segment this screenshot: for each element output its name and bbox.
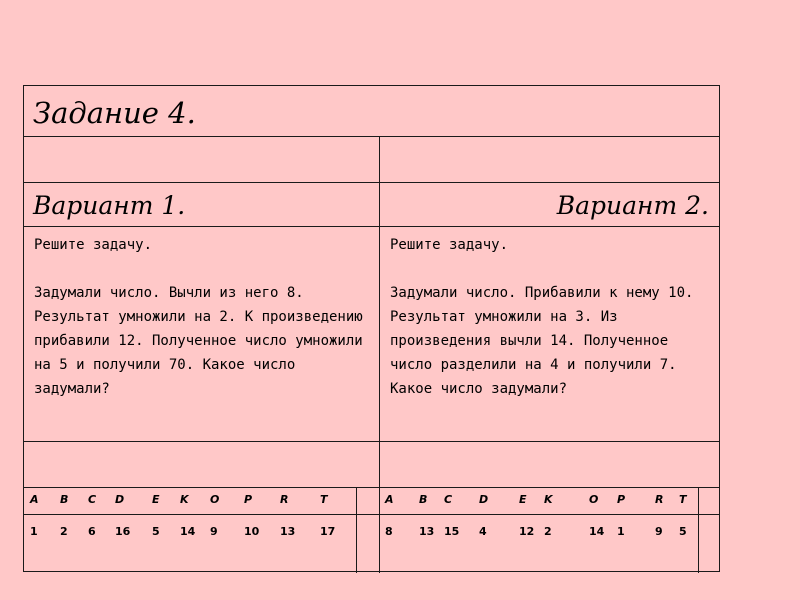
- answer-letter-v1: B: [60, 493, 69, 506]
- answer-number-v2: 5: [679, 525, 687, 538]
- answer-number-v1: 1: [30, 525, 38, 538]
- answer-letter-v2: A: [385, 493, 394, 506]
- answer-number-v2: 8: [385, 525, 393, 538]
- answer-letter-v2: P: [617, 493, 626, 506]
- answer-letter-v1: C: [88, 493, 97, 506]
- answer-letter-v2: B: [419, 493, 428, 506]
- answer-number-v1: 14: [180, 525, 196, 538]
- answer-number-v2: 4: [479, 525, 487, 538]
- row-divider: [24, 514, 719, 515]
- row-divider: [24, 226, 719, 227]
- answer-number-v1: 17: [320, 525, 336, 538]
- answer-number-v2: 13: [419, 525, 435, 538]
- page-title: Задание 4.: [33, 96, 196, 130]
- answer-number-v2: 1: [617, 525, 625, 538]
- variant1-task: Решите задачу. Задумали число. Вычли из него 8. Результат умножили на 2. К произведению прибавили 12. Полученное число умножили на 5 и получили 70. Какое число задумали?: [34, 237, 363, 397]
- answer-letter-v2: E: [519, 493, 527, 506]
- answer-letter-v2: D: [479, 493, 489, 506]
- task-table: [23, 85, 720, 572]
- answer-number-v1: 2: [60, 525, 68, 538]
- answer-number-v2: 12: [519, 525, 535, 538]
- grid-column-divider: [356, 487, 357, 573]
- variant2-heading: Вариант 2.: [556, 191, 709, 220]
- variant2-task: Решите задачу. Задумали число. Прибавили к нему 10. Результат умножили на 3. Из произведения вычли 14. Полученное число разделили на 4 и получили 7. Какое число задумали?: [390, 237, 694, 397]
- answer-letter-v2: K: [544, 493, 553, 506]
- grid-column-divider: [379, 487, 380, 573]
- answer-letter-v2: C: [444, 493, 453, 506]
- row-divider: [24, 136, 719, 137]
- row-divider: [24, 441, 719, 442]
- column-divider: [379, 136, 380, 487]
- answer-letter-v1: E: [152, 493, 160, 506]
- answer-number-v1: 5: [152, 525, 160, 538]
- answer-letter-v2: T: [679, 493, 687, 506]
- answer-number-v1: 10: [244, 525, 260, 538]
- answer-number-v2: 9: [655, 525, 663, 538]
- variant1-heading: Вариант 1.: [33, 191, 186, 220]
- answer-letter-v2: R: [655, 493, 664, 506]
- answer-letter-v1: P: [244, 493, 253, 506]
- answer-letter-v1: K: [180, 493, 189, 506]
- answer-letter-v1: O: [210, 493, 220, 506]
- answer-number-v1: 6: [88, 525, 96, 538]
- answer-letter-v1: D: [115, 493, 125, 506]
- answer-number-v2: 15: [444, 525, 460, 538]
- grid-column-divider: [698, 487, 699, 573]
- answer-number-v1: 13: [280, 525, 296, 538]
- row-divider: [24, 182, 719, 183]
- answer-number-v2: 2: [544, 525, 552, 538]
- answer-letter-v1: R: [280, 493, 289, 506]
- answer-number-v1: 9: [210, 525, 218, 538]
- row-divider: [24, 487, 719, 488]
- answer-number-v1: 16: [115, 525, 131, 538]
- answer-number-v2: 14: [589, 525, 605, 538]
- answer-letter-v1: T: [320, 493, 328, 506]
- answer-letter-v2: O: [589, 493, 599, 506]
- answer-letter-v1: A: [30, 493, 39, 506]
